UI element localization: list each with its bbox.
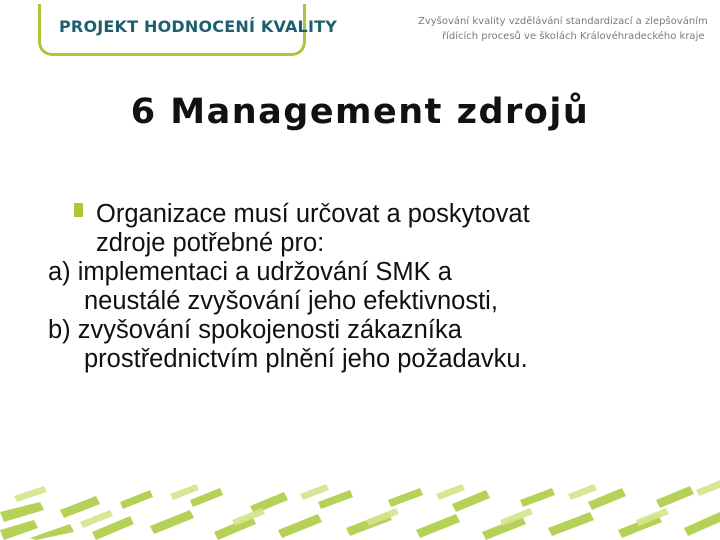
item-a-line2: neustálé zvyšování jeho efektivnosti, [84,287,498,315]
item-b-line1: b) zvyšování spokojenosti zákazníka [48,316,462,344]
header-caption-line1: Zvyšování kvality vzdělávání standardizací a zlepšováním [418,16,708,27]
project-logo [38,4,337,56]
header-caption-line2: řídících procesů ve školách Královéhradeckého kraje [442,31,705,42]
list-item-a [48,258,700,316]
list-item-b [48,316,700,374]
logo-text: PROJEKT HODNOCENÍ KVALITY [59,17,337,36]
header-caption [418,14,708,44]
slide-body [48,200,700,374]
bullet-item [60,200,700,258]
item-b-line2: prostřednictvím plnění jeho požadavku. [84,345,528,373]
bullet-line2: zdroje potřebné pro: [96,229,325,257]
bullet-line1: Organizace musí určovat a poskytovat [96,200,530,228]
item-a-line1: a) implementaci a udržování SMK a [48,258,452,286]
decorative-footer-pattern [0,450,720,540]
bullet-square-icon [74,203,83,217]
slide-title: 6 Management zdrojů [130,92,590,132]
